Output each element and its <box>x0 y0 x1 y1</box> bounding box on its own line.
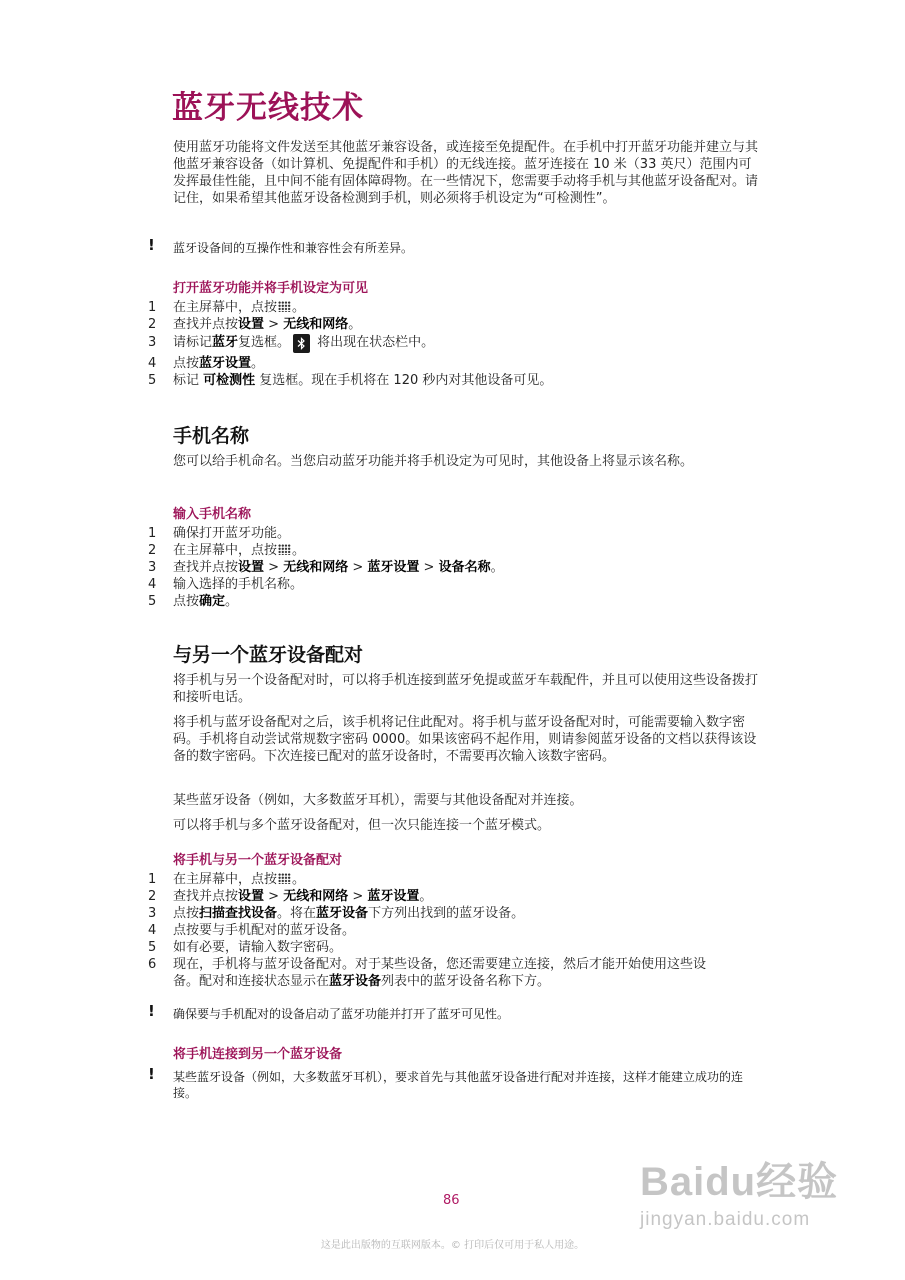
step-number: 3 <box>148 560 157 575</box>
pairing-paragraph-4: 可以将手机与多个蓝牙设备配对，但一次只能连接一个蓝牙模式。 <box>173 818 551 833</box>
step-number: 1 <box>148 872 157 887</box>
step-text: 查找并点按设置 > 无线和网络 > 蓝牙设置 > 设备名称。 <box>173 560 504 575</box>
subheading-pair-device: 将手机与另一个蓝牙设备配对 <box>173 853 343 868</box>
page-footer: 这是此出版物的互联网版本。© 打印后仅可用于私人用途。 <box>320 1240 585 1251</box>
step-item <box>148 334 758 353</box>
step-number: 6 <box>148 957 157 972</box>
steps-enter-name <box>148 525 758 610</box>
app-grid-icon <box>278 544 291 555</box>
heading-phone-name: 手机名称 <box>173 425 250 447</box>
step-number: 1 <box>148 300 157 315</box>
pairing-paragraph-1: 将手机与另一个设备配对时，可以将手机连接到蓝牙免提或蓝牙车载配件，并且可以使用这些设备拨打和接听电话。 <box>173 673 759 705</box>
step-number: 4 <box>148 923 157 938</box>
intro-paragraph: 使用蓝牙功能将文件发送至其他蓝牙兼容设备，或连接至免提配件。在手机中打开蓝牙功能并建立与其他蓝牙兼容设备（如计算机、免提配件和手机）的无线连接。蓝牙连接在 10 米（33 英尺）范围内可发挥最佳性能，且中间不能有固体障碍物。在一些情况下，您需要手动将手机与其他蓝牙设备配对。请记住，如果希望其他蓝牙设备检测到手机，则必须将手机设定为“可检测性”。 <box>173 140 759 206</box>
app-grid-icon <box>278 873 291 884</box>
step-item <box>148 372 758 389</box>
step-text: 现在，手机将与蓝牙设备配对。对于某些设备，您还需要建立连接，然后才能开始使用这些设备。配对和连接状态显示在蓝牙设备列表中的蓝牙设备名称下方。 <box>173 957 707 989</box>
step-item <box>148 871 758 888</box>
step-text: 点按要与手机配对的蓝牙设备。 <box>173 923 356 938</box>
step-text: 输入选择的手机名称。 <box>173 577 304 592</box>
step-number: 5 <box>148 373 157 388</box>
pairing-paragraph-3: 某些蓝牙设备（例如，大多数蓝牙耳机），需要与其他设备配对并连接。 <box>173 793 583 808</box>
step-item <box>148 542 758 559</box>
step-text: 在主屏幕中，点按 。 <box>173 543 306 558</box>
step-number: 4 <box>148 577 157 592</box>
step-text: 如有必要，请输入数字密码。 <box>173 940 343 955</box>
baidu-watermark <box>640 1150 855 1250</box>
step-item <box>148 956 758 990</box>
heading-pairing: 与另一个蓝牙设备配对 <box>173 644 364 666</box>
step-text: 在主屏幕中，点按 。 <box>173 300 306 315</box>
step-number: 5 <box>148 940 157 955</box>
step-number: 2 <box>148 889 157 904</box>
step-text: 点按扫描查找设备。将在蓝牙设备下方列出找到的蓝牙设备。 <box>173 906 525 921</box>
step-number: 1 <box>148 526 157 541</box>
subheading-connect-device: 将手机连接到另一个蓝牙设备 <box>173 1047 343 1062</box>
note-connect: 某些蓝牙设备（例如，大多数蓝牙耳机），要求首先与其他蓝牙设备进行配对并连接，这样才能建立成功的连接。 <box>173 1070 744 1100</box>
exclamation-icon: ! <box>148 236 155 254</box>
step-number: 2 <box>148 317 157 332</box>
page-number: 86 <box>443 1193 460 1208</box>
step-item <box>148 316 758 333</box>
subheading-enter-name: 输入手机名称 <box>173 507 252 522</box>
baidu-url: jingyan.baidu.com <box>640 1209 811 1230</box>
phone-name-paragraph: 您可以给手机命名。当您启动蓝牙功能并将手机设定为可见时，其他设备上将显示该名称。 <box>173 454 694 469</box>
step-number: 4 <box>148 356 157 371</box>
step-item <box>148 355 758 372</box>
bluetooth-icon <box>293 334 310 353</box>
step-item <box>148 922 758 939</box>
pairing-paragraph-2: 将手机与蓝牙设备配对之后，该手机将记住此配对。将手机与蓝牙设备配对时，可能需要输入数字密码。手机将自动尝试常规数字密码 0000。如果该密码不起作用，则请参阅蓝牙设备的文档以获得该设备的数字密码。下次连接已配对的蓝牙设备时，不需要再次输入该数字密码。 <box>173 715 757 764</box>
step-number: 3 <box>148 906 157 921</box>
app-grid-icon <box>278 301 291 312</box>
step-item <box>148 888 758 905</box>
step-text: 点按确定。 <box>173 594 239 609</box>
step-number: 5 <box>148 594 157 609</box>
steps-enable-bluetooth <box>148 299 758 389</box>
step-text: 请标记蓝牙复选框。 将出现在状态栏中。 <box>173 334 758 353</box>
step-text: 确保打开蓝牙功能。 <box>173 526 291 541</box>
note-interoperability: 蓝牙设备间的互操作性和兼容性会有所差异。 <box>173 241 414 255</box>
step-text: 点按蓝牙设置。 <box>173 356 265 371</box>
page-title: 蓝牙无线技术 <box>172 90 364 126</box>
step-item <box>148 299 758 316</box>
subheading-enable-bluetooth: 打开蓝牙功能并将手机设定为可见 <box>173 281 369 296</box>
step-item <box>148 905 758 922</box>
step-item <box>148 525 758 542</box>
step-item <box>148 576 758 593</box>
exclamation-icon: ! <box>148 1065 155 1083</box>
step-item <box>148 593 758 610</box>
step-number: 3 <box>148 335 157 350</box>
step-item <box>148 559 758 576</box>
baidu-logo: Baidu经验 <box>640 1160 839 1204</box>
exclamation-icon: ! <box>148 1002 155 1020</box>
step-text: 查找并点按设置 > 无线和网络 > 蓝牙设置。 <box>173 889 433 904</box>
steps-pair-device <box>148 871 758 990</box>
step-text: 在主屏幕中，点按 。 <box>173 872 306 887</box>
step-text: 标记 可检测性 复选框。现在手机将在 120 秒内对其他设备可见。 <box>173 373 553 388</box>
step-text: 查找并点按设置 > 无线和网络。 <box>173 317 362 332</box>
step-item <box>148 939 758 956</box>
note-visibility: 确保要与手机配对的设备启动了蓝牙功能并打开了蓝牙可见性。 <box>173 1007 510 1021</box>
step-number: 2 <box>148 543 157 558</box>
